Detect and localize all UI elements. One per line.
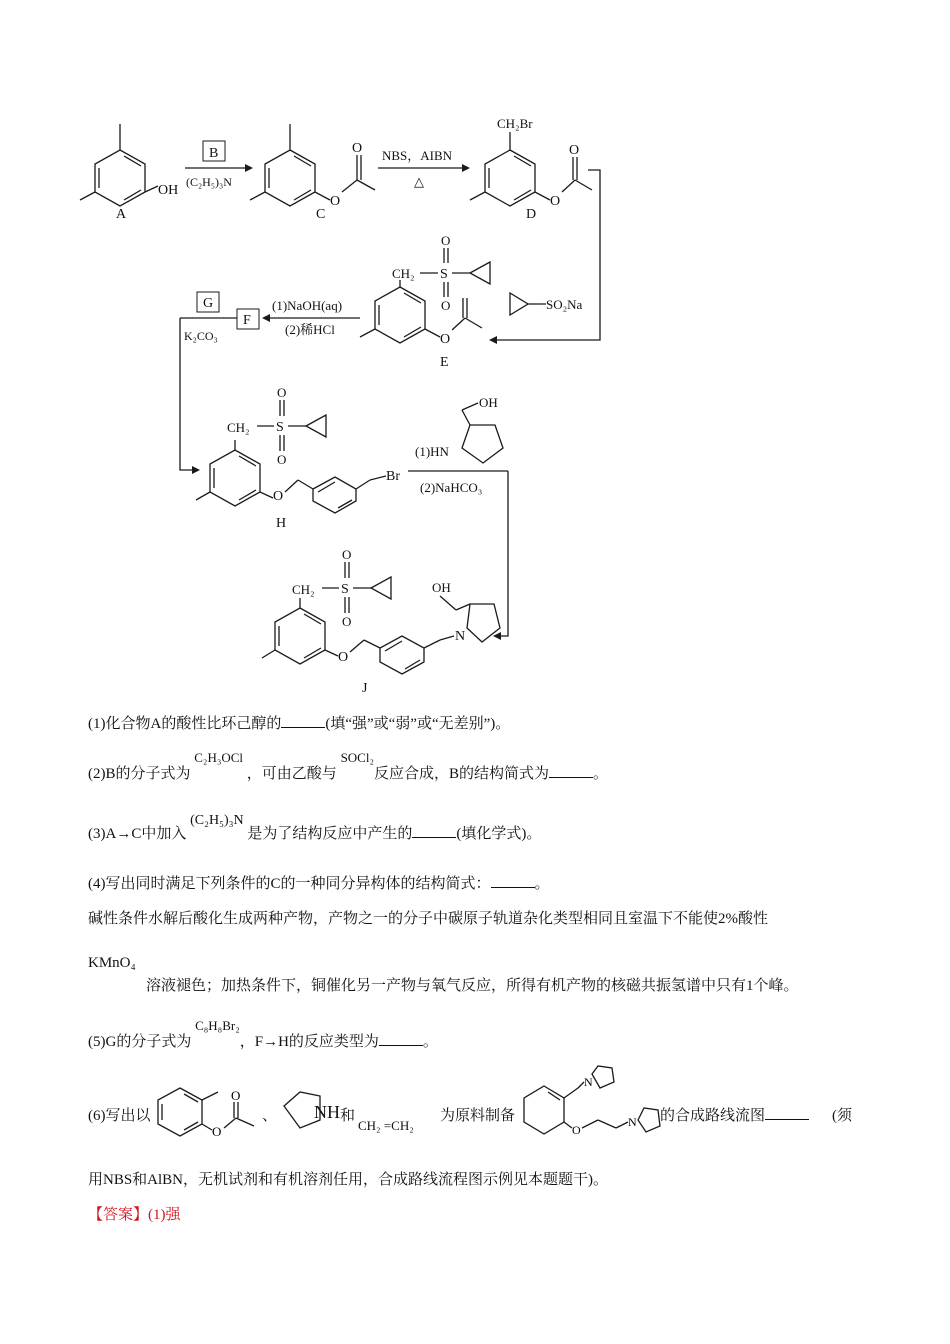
q6-c: 的合成路线流图 xyxy=(660,1108,766,1124)
q6-ester-o: O xyxy=(212,1124,222,1139)
q4-text: (4)写出同时满足下列条件的C的一种同分异构体的结构简式： xyxy=(88,876,491,892)
q6-and xyxy=(340,1104,355,1125)
e-o-bot: O xyxy=(441,298,451,313)
q6-text-a: (6)写出以 xyxy=(88,1108,151,1124)
question-6-start xyxy=(88,1104,151,1125)
h-s: S xyxy=(276,420,284,435)
j-o: O xyxy=(338,650,349,665)
q6-and-text: 和 xyxy=(340,1108,356,1124)
box-g: G xyxy=(203,296,214,311)
d-o2: O xyxy=(569,143,580,158)
q6-text-c xyxy=(660,1104,809,1125)
compound-j xyxy=(262,547,500,696)
box-f: F xyxy=(243,313,251,328)
q4-kmno4: KMnO₄ xyxy=(88,955,136,971)
q6-separator xyxy=(262,1104,277,1125)
label-e: E xyxy=(440,355,449,370)
q5-text-b: ，F→H的反应类型为 xyxy=(239,1034,379,1050)
q6-target-n1: N xyxy=(584,1075,593,1089)
j-s: S xyxy=(341,582,349,597)
question-4-kmno4 xyxy=(88,955,136,972)
q2-formula: C₂H₃OCl xyxy=(194,750,244,765)
answer-1: (1)强 xyxy=(148,1207,181,1223)
answer-section xyxy=(88,1203,181,1224)
question-4 xyxy=(88,872,550,893)
q2-end: 。 xyxy=(593,766,609,782)
q6-b: 为原料制备 xyxy=(440,1108,516,1124)
question-6-line-2 xyxy=(88,1168,608,1189)
e-ch2: CH₂ xyxy=(392,266,415,281)
j-ch2: CH₂ xyxy=(292,582,315,597)
q6-d: (须 xyxy=(832,1108,852,1124)
q1-text: (1)化合物A的酸性比环己醇的 xyxy=(88,716,282,732)
q5-end: 。 xyxy=(422,1034,438,1050)
q2-text-c: 反应合成，B的结构简式为 xyxy=(374,766,550,782)
q4-cond2: 溶液褪色；加热条件下，铜催化另一产物与氧气反应，所得有机产物的核磁共振氢谱中只有1个峰。 xyxy=(146,978,799,994)
e-o: O xyxy=(440,332,451,347)
q1-tail: (填“强”或“弱”或“无差别”)。 xyxy=(325,716,511,732)
compound-c xyxy=(250,124,375,222)
reagent-k2co3: K₂CO₃ xyxy=(184,329,218,343)
d-o: O xyxy=(550,194,561,209)
label-a: A xyxy=(116,207,127,222)
j-o-top: O xyxy=(342,547,352,562)
reagent-heat: △ xyxy=(414,174,424,189)
e-s: S xyxy=(440,267,448,282)
question-1 xyxy=(88,712,510,733)
q5-formula: C₈H₈Br₂ xyxy=(195,1018,240,1033)
q6-text-b xyxy=(440,1104,515,1125)
question-4-condition-1 xyxy=(88,907,768,928)
reagent-et3n: (C₂H₅)₃N xyxy=(186,175,232,189)
q6-ester-structure xyxy=(150,1080,270,1140)
q5-blank[interactable] xyxy=(379,1033,423,1046)
label-d: D xyxy=(526,207,537,222)
label-h: H xyxy=(276,516,287,531)
q5-text-a: (5)G的分子式为 xyxy=(88,1034,192,1050)
q6-nh xyxy=(314,1102,340,1123)
c-o2: O xyxy=(352,141,363,156)
compound-d xyxy=(470,116,592,222)
q3-blank[interactable] xyxy=(412,825,456,838)
answer-label: 【答案】 xyxy=(88,1207,149,1223)
q6-ethylene xyxy=(358,1118,414,1134)
q3-text-b: 是为了结构反应中产生的 xyxy=(247,826,413,842)
j-oh: OH xyxy=(432,580,451,595)
reagent-nbs: NBS，AIBN xyxy=(382,148,453,163)
q2-reagent: SOCl₂ xyxy=(340,750,374,765)
reagent-naoh: (1)NaOH(aq) xyxy=(272,298,343,313)
q4-end: 。 xyxy=(534,876,550,892)
compound-a xyxy=(80,124,178,222)
c-o: O xyxy=(330,194,341,209)
j-o-bot: O xyxy=(342,614,352,629)
label-c: C xyxy=(316,207,326,222)
q6-nh-text: NH xyxy=(314,1102,340,1122)
j-n: N xyxy=(455,629,466,644)
h-o-top: O xyxy=(277,385,287,400)
q6-target-o: O xyxy=(572,1123,581,1137)
a-oh: OH xyxy=(158,183,179,198)
prolinol-oh: OH xyxy=(479,395,498,410)
h-o: O xyxy=(273,489,284,504)
q1-blank[interactable] xyxy=(281,715,325,728)
q3-text-a: (3)A→C中加入 xyxy=(88,826,187,842)
q6-target-n2: N xyxy=(628,1115,637,1129)
q4-cond1: 碱性条件水解后酸化生成两种产物，产物之一的分子中碳原子轨道杂化类型相同且室温下不能使2%酸性 xyxy=(88,911,768,927)
e-o-top: O xyxy=(441,233,451,248)
d-ch2br: CH₂Br xyxy=(497,116,533,131)
question-5 xyxy=(88,1018,438,1051)
q6-sep: 、 xyxy=(262,1108,278,1124)
q3-text-c: (填化学式)。 xyxy=(456,826,542,842)
q3-formula: (C₂H₅)₃N xyxy=(190,813,244,828)
h-br: Br xyxy=(386,469,400,484)
reagent-hcl: (2)稀HCl xyxy=(285,322,335,337)
q2-text-b: ，可由乙酸与 xyxy=(246,766,337,782)
q4-blank[interactable] xyxy=(491,875,535,888)
reagent-so2na: SO₂Na xyxy=(546,297,583,312)
label-j: J xyxy=(362,681,368,696)
question-2 xyxy=(88,750,609,783)
compound-e xyxy=(360,233,490,370)
q6-text-d xyxy=(832,1104,852,1125)
h-ch2: CH₂ xyxy=(227,420,250,435)
reagent-nahco3: (2)NaHCO₃ xyxy=(420,480,483,495)
box-b: B xyxy=(209,146,219,161)
compound-h xyxy=(196,385,400,531)
question-4-condition-2 xyxy=(146,974,799,995)
reagent-prolinol-hn: (1)HN xyxy=(415,444,449,459)
q6-ethylene-text: CH₂ =CH₂ xyxy=(358,1118,414,1133)
q6-target-structure xyxy=(520,1064,670,1144)
q2-blank[interactable] xyxy=(549,765,593,778)
question-3 xyxy=(88,813,542,843)
q6-blank[interactable] xyxy=(765,1107,809,1120)
q6-line2: 用NBS和AlBN，无机试剂和有机溶剂任用，合成路线流程图示例见本题题干)。 xyxy=(88,1172,609,1188)
h-o-bot: O xyxy=(277,452,287,467)
q6-ester-o2: O xyxy=(231,1088,241,1103)
q2-text-a: (2)B的分子式为 xyxy=(88,766,191,782)
